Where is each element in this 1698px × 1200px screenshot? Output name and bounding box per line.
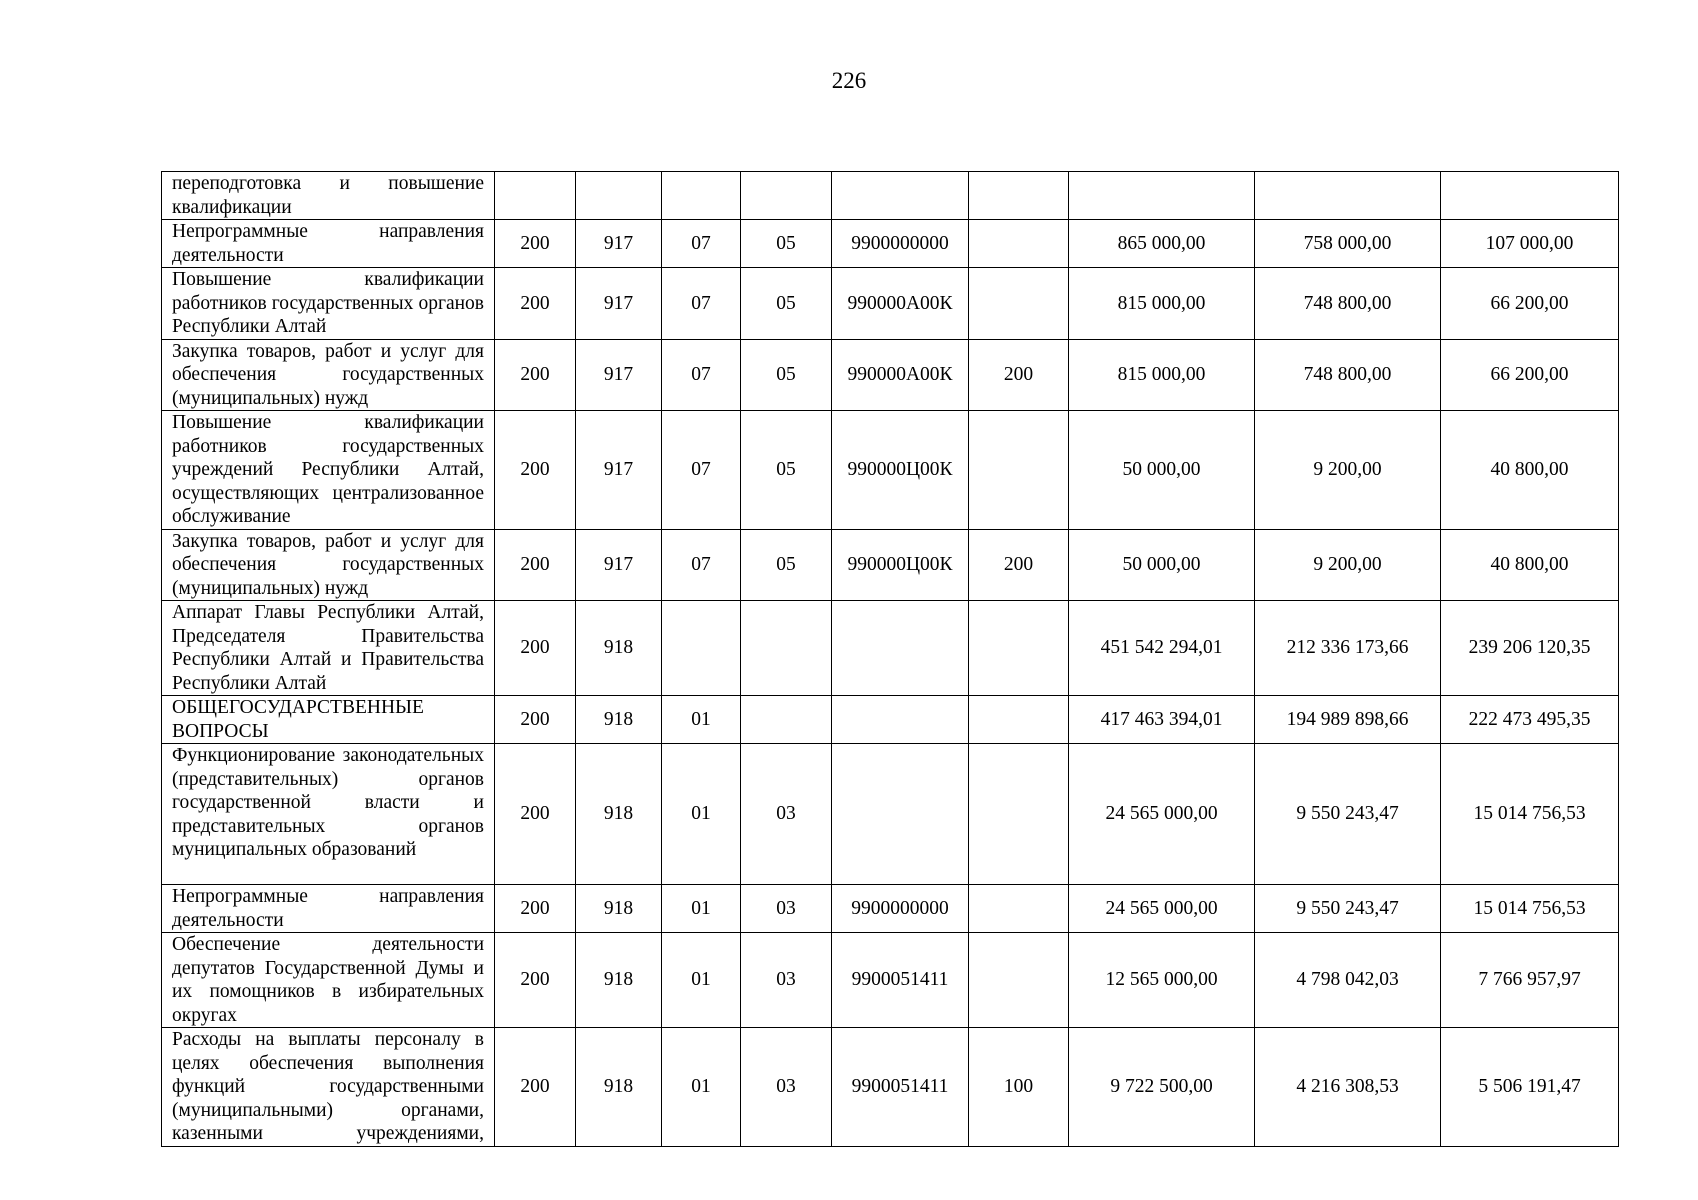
cell-code-3: 01	[662, 696, 741, 744]
cell-code-6: 100	[969, 1028, 1069, 1147]
row-name: Расходы на выплаты персоналу в целях обеспечения выполнения функций государственными (муниципальными) органами, казенными учреждениями,	[162, 1028, 495, 1147]
cell-amount-3: 40 800,00	[1441, 411, 1619, 530]
cell-code-1: 200	[495, 411, 576, 530]
table-row	[162, 1028, 1619, 1147]
cell-code-5: 990000Ц00К	[832, 529, 969, 601]
cell-amount-1: 24 565 000,00	[1069, 885, 1255, 933]
cell-code-6	[969, 411, 1069, 530]
cell-code-6	[969, 172, 1069, 220]
cell-code-1: 200	[495, 885, 576, 933]
cell-code-3: 01	[662, 885, 741, 933]
cell-code-6	[969, 885, 1069, 933]
cell-code-4: 05	[741, 339, 832, 411]
cell-amount-2: 9 550 243,47	[1255, 744, 1441, 885]
cell-amount-1: 9 722 500,00	[1069, 1028, 1255, 1147]
cell-code-1	[495, 172, 576, 220]
row-name: Закупка товаров, работ и услуг для обеспечения государственных (муниципальных) нужд	[162, 529, 495, 601]
budget-table	[161, 171, 1619, 1147]
cell-code-2: 918	[576, 601, 662, 696]
cell-code-3: 01	[662, 933, 741, 1028]
cell-amount-3: 107 000,00	[1441, 220, 1619, 268]
row-name: Повышение квалификации работников государственных учреждений Республики Алтай, осуществляющих централизованное обслуживание	[162, 411, 495, 530]
cell-code-2: 918	[576, 885, 662, 933]
table-row	[162, 696, 1619, 744]
cell-amount-3	[1441, 172, 1619, 220]
cell-code-6	[969, 696, 1069, 744]
row-name: переподготовка и повышение квалификации	[162, 172, 495, 220]
cell-code-4: 03	[741, 885, 832, 933]
cell-code-5: 990000А00К	[832, 268, 969, 340]
cell-code-4: 03	[741, 933, 832, 1028]
cell-code-6	[969, 744, 1069, 885]
cell-code-1: 200	[495, 339, 576, 411]
cell-code-1: 200	[495, 933, 576, 1028]
cell-code-2: 917	[576, 220, 662, 268]
cell-code-1: 200	[495, 601, 576, 696]
cell-amount-3: 239 206 120,35	[1441, 601, 1619, 696]
cell-code-3: 07	[662, 529, 741, 601]
cell-code-3: 07	[662, 268, 741, 340]
cell-code-4: 05	[741, 529, 832, 601]
cell-code-3	[662, 601, 741, 696]
cell-amount-3: 40 800,00	[1441, 529, 1619, 601]
cell-code-2: 917	[576, 411, 662, 530]
cell-amount-2: 4 216 308,53	[1255, 1028, 1441, 1147]
cell-code-5	[832, 696, 969, 744]
table-row	[162, 339, 1619, 411]
cell-code-5: 9900000000	[832, 220, 969, 268]
cell-code-4: 03	[741, 744, 832, 885]
row-name: Закупка товаров, работ и услуг для обеспечения государственных (муниципальных) нужд	[162, 339, 495, 411]
cell-amount-2	[1255, 172, 1441, 220]
cell-code-5	[832, 601, 969, 696]
cell-amount-2: 9 200,00	[1255, 411, 1441, 530]
cell-code-1: 200	[495, 696, 576, 744]
row-name: Повышение квалификации работников государственных органов Республики Алтай	[162, 268, 495, 340]
cell-code-2: 917	[576, 339, 662, 411]
cell-code-4: 05	[741, 220, 832, 268]
cell-amount-3: 5 506 191,47	[1441, 1028, 1619, 1147]
cell-code-4: 05	[741, 411, 832, 530]
cell-code-2: 918	[576, 696, 662, 744]
cell-amount-3: 7 766 957,97	[1441, 933, 1619, 1028]
cell-amount-1: 12 565 000,00	[1069, 933, 1255, 1028]
cell-code-3: 07	[662, 411, 741, 530]
row-name: Аппарат Главы Республики Алтай, Председателя Правительства Республики Алтай и Правительства Республики Алтай	[162, 601, 495, 696]
cell-code-1: 200	[495, 268, 576, 340]
cell-amount-1: 815 000,00	[1069, 339, 1255, 411]
cell-code-4: 03	[741, 1028, 832, 1147]
cell-code-4	[741, 696, 832, 744]
table-row	[162, 933, 1619, 1028]
cell-code-3: 07	[662, 339, 741, 411]
cell-code-2	[576, 172, 662, 220]
cell-amount-3: 222 473 495,35	[1441, 696, 1619, 744]
table-row	[162, 220, 1619, 268]
cell-amount-2: 9 200,00	[1255, 529, 1441, 601]
cell-amount-2: 212 336 173,66	[1255, 601, 1441, 696]
cell-code-6	[969, 268, 1069, 340]
cell-code-4: 05	[741, 268, 832, 340]
row-name: Обеспечение деятельности депутатов Государственной Думы и их помощников в избирательных округах	[162, 933, 495, 1028]
cell-amount-2: 4 798 042,03	[1255, 933, 1441, 1028]
page-number: 226	[831, 68, 867, 93]
cell-amount-1: 50 000,00	[1069, 411, 1255, 530]
cell-code-5: 990000Ц00К	[832, 411, 969, 530]
cell-code-3	[662, 172, 741, 220]
cell-amount-1: 24 565 000,00	[1069, 744, 1255, 885]
cell-code-5	[832, 172, 969, 220]
cell-code-2: 917	[576, 268, 662, 340]
cell-code-5	[832, 744, 969, 885]
cell-amount-1: 865 000,00	[1069, 220, 1255, 268]
cell-code-4	[741, 601, 832, 696]
table-row	[162, 744, 1619, 885]
cell-amount-1: 815 000,00	[1069, 268, 1255, 340]
cell-amount-3: 15 014 756,53	[1441, 885, 1619, 933]
cell-amount-2: 758 000,00	[1255, 220, 1441, 268]
row-name: Непрограммные направления деятельности	[162, 885, 495, 933]
table-row	[162, 529, 1619, 601]
table-row	[162, 885, 1619, 933]
cell-code-3: 07	[662, 220, 741, 268]
cell-code-5: 9900000000	[832, 885, 969, 933]
cell-amount-3: 66 200,00	[1441, 339, 1619, 411]
cell-code-1: 200	[495, 1028, 576, 1147]
row-name: ОБЩЕГОСУДАРСТВЕННЫЕ ВОПРОСЫ	[162, 696, 495, 744]
cell-code-5: 990000А00К	[832, 339, 969, 411]
cell-amount-3: 15 014 756,53	[1441, 744, 1619, 885]
cell-code-2: 918	[576, 744, 662, 885]
row-name: Непрограммные направления деятельности	[162, 220, 495, 268]
cell-code-3: 01	[662, 1028, 741, 1147]
cell-amount-1: 451 542 294,01	[1069, 601, 1255, 696]
cell-code-1: 200	[495, 529, 576, 601]
cell-code-6	[969, 933, 1069, 1028]
table-row	[162, 601, 1619, 696]
cell-code-2: 918	[576, 1028, 662, 1147]
cell-code-2: 918	[576, 933, 662, 1028]
cell-code-1: 200	[495, 220, 576, 268]
table-row	[162, 411, 1619, 530]
cell-amount-2: 748 800,00	[1255, 268, 1441, 340]
cell-amount-2: 194 989 898,66	[1255, 696, 1441, 744]
table-row	[162, 172, 1619, 220]
cell-code-5: 9900051411	[832, 933, 969, 1028]
cell-code-6: 200	[969, 529, 1069, 601]
cell-code-6	[969, 220, 1069, 268]
cell-code-4	[741, 172, 832, 220]
cell-amount-2: 748 800,00	[1255, 339, 1441, 411]
cell-code-5: 9900051411	[832, 1028, 969, 1147]
cell-amount-1	[1069, 172, 1255, 220]
cell-code-6	[969, 601, 1069, 696]
cell-amount-3: 66 200,00	[1441, 268, 1619, 340]
cell-code-1: 200	[495, 744, 576, 885]
cell-code-6: 200	[969, 339, 1069, 411]
row-name: Функционирование законодательных (представительных) органов государственной власти и представительных органов муниципальных образований	[162, 744, 495, 885]
cell-amount-2: 9 550 243,47	[1255, 885, 1441, 933]
table-row	[162, 268, 1619, 340]
cell-code-2: 917	[576, 529, 662, 601]
cell-amount-1: 50 000,00	[1069, 529, 1255, 601]
cell-amount-1: 417 463 394,01	[1069, 696, 1255, 744]
cell-code-3: 01	[662, 744, 741, 885]
